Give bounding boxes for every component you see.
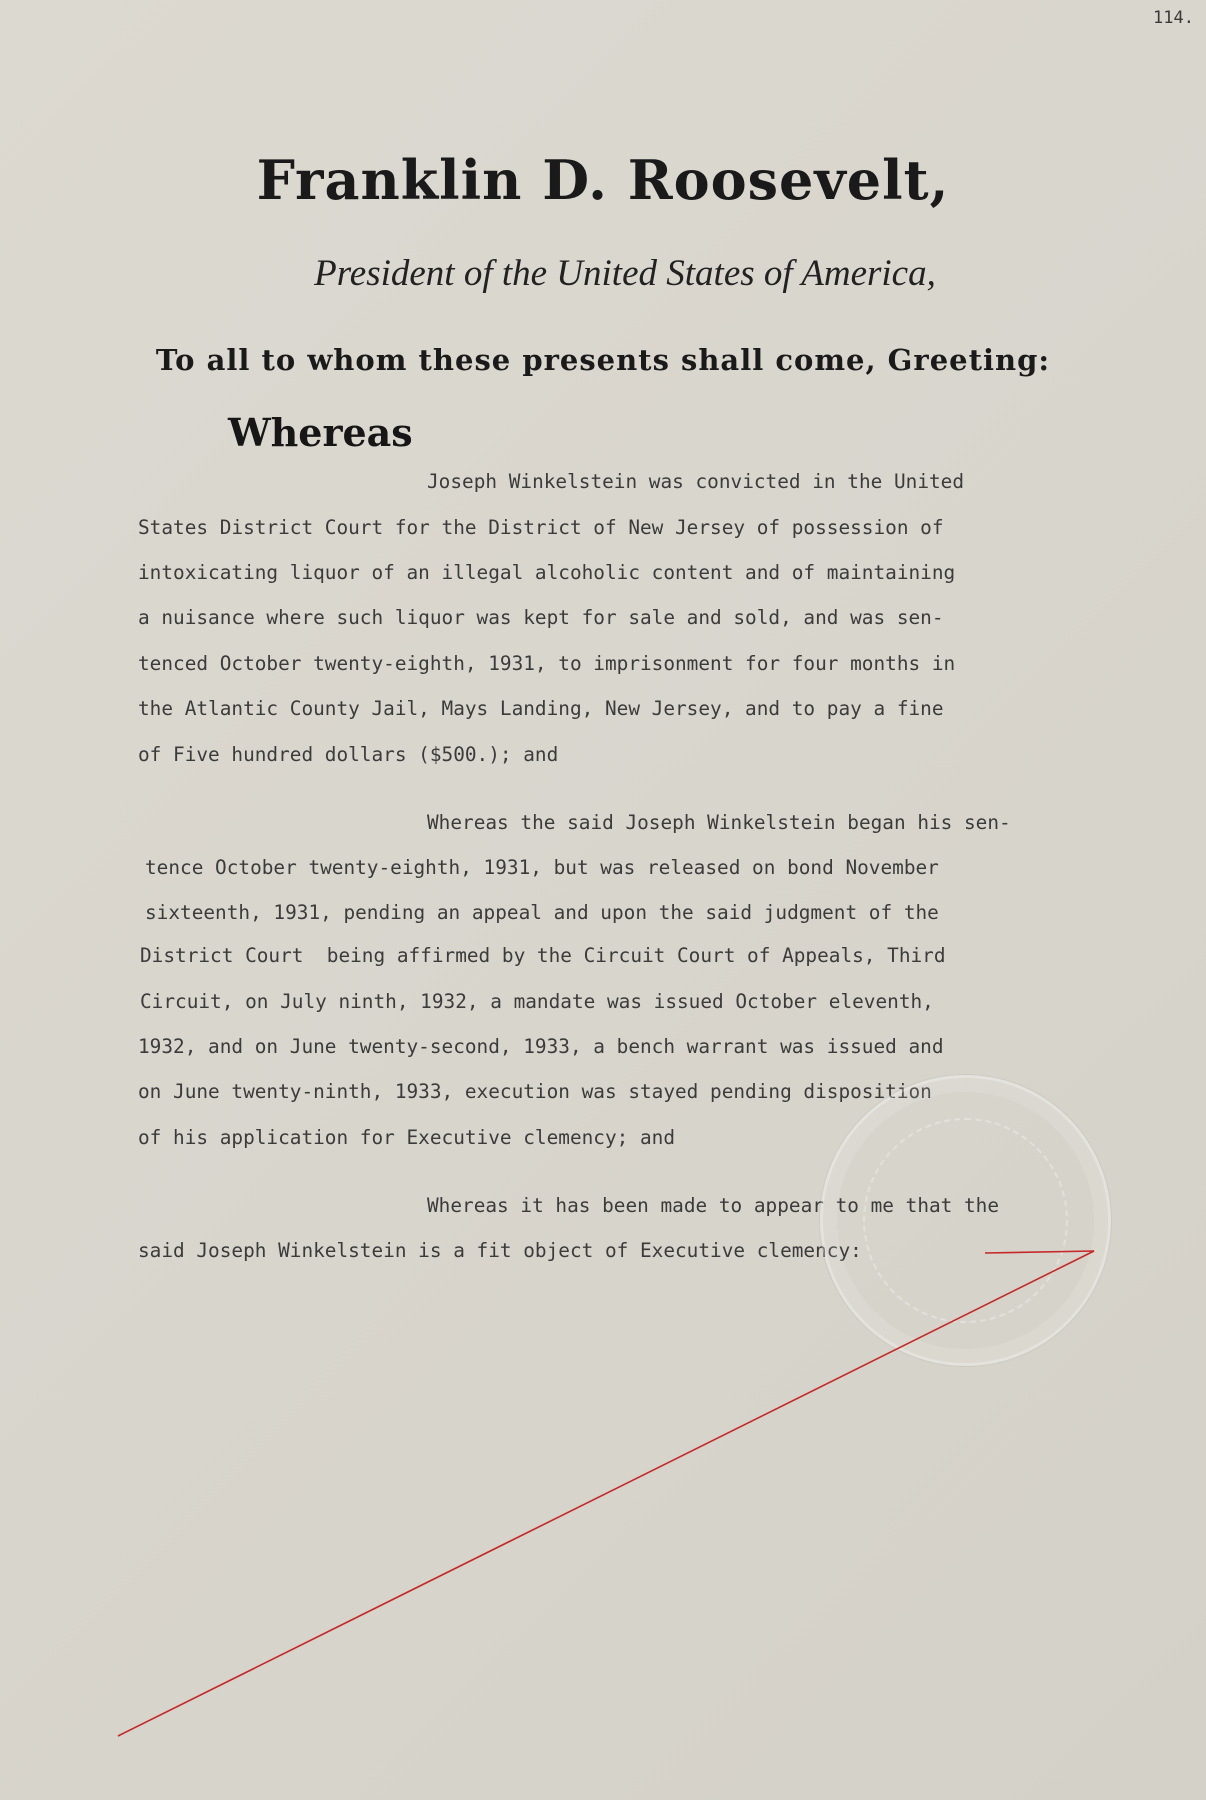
paragraph2-line: Circuit, on July ninth, 1932, a mandate was issued October eleventh, <box>140 990 934 1013</box>
paragraph1-line: of Five hundred dollars ($500.); and <box>138 743 559 766</box>
paragraph2-line: tence October twenty-eighth, 1931, but was released on bond November <box>145 856 939 879</box>
paragraph2-line: 1932, and on June twenty-second, 1933, a bench warrant was issued and <box>138 1035 944 1058</box>
paragraph2-line: sixteenth, 1931, pending an appeal and upon the said judgment of the <box>145 901 939 924</box>
paragraph2-line: Whereas the said Joseph Winkelstein began his sen- <box>427 811 1011 834</box>
paragraph1-line: a nuisance where such liquor was kept for sale and sold, and was sen- <box>138 606 944 629</box>
paragraph1-line: Joseph Winkelstein was convicted in the United <box>427 470 965 493</box>
paragraph2-line: District Court being affirmed by the Circuit Court of Appeals, Third <box>140 944 946 967</box>
president-name-heading: Franklin D. Roosevelt, <box>256 148 950 212</box>
red-rule-line <box>118 1251 1094 1736</box>
paragraph3-line: said Joseph Winkelstein is a fit object of Executive clemency: <box>138 1239 862 1262</box>
paragraph3-line: Whereas it has been made to appear to me that the <box>427 1194 1000 1217</box>
paragraph1-line: intoxicating liquor of an illegal alcoholic content and of maintaining <box>138 561 956 584</box>
paragraph1-line: tenced October twenty-eighth, 1931, to imprisonment for four months in <box>138 652 956 675</box>
paragraph2-line: on June twenty-ninth, 1933, execution was stayed pending disposition <box>138 1080 932 1103</box>
paragraph1-line: the Atlantic County Jail, Mays Landing, New Jersey, and to pay a fine <box>138 697 944 720</box>
greeting-line: To all to whom these presents shall come, Greeting: <box>155 343 1051 377</box>
paragraph2-line: of his application for Executive clemency; and <box>138 1126 676 1149</box>
paragraph1-line: States District Court for the District of New Jersey of possession of <box>138 516 944 539</box>
whereas-heading: Whereas <box>228 410 413 455</box>
page-number: 114. <box>1153 8 1194 28</box>
president-office-heading: President of the United States of America, <box>314 253 936 294</box>
